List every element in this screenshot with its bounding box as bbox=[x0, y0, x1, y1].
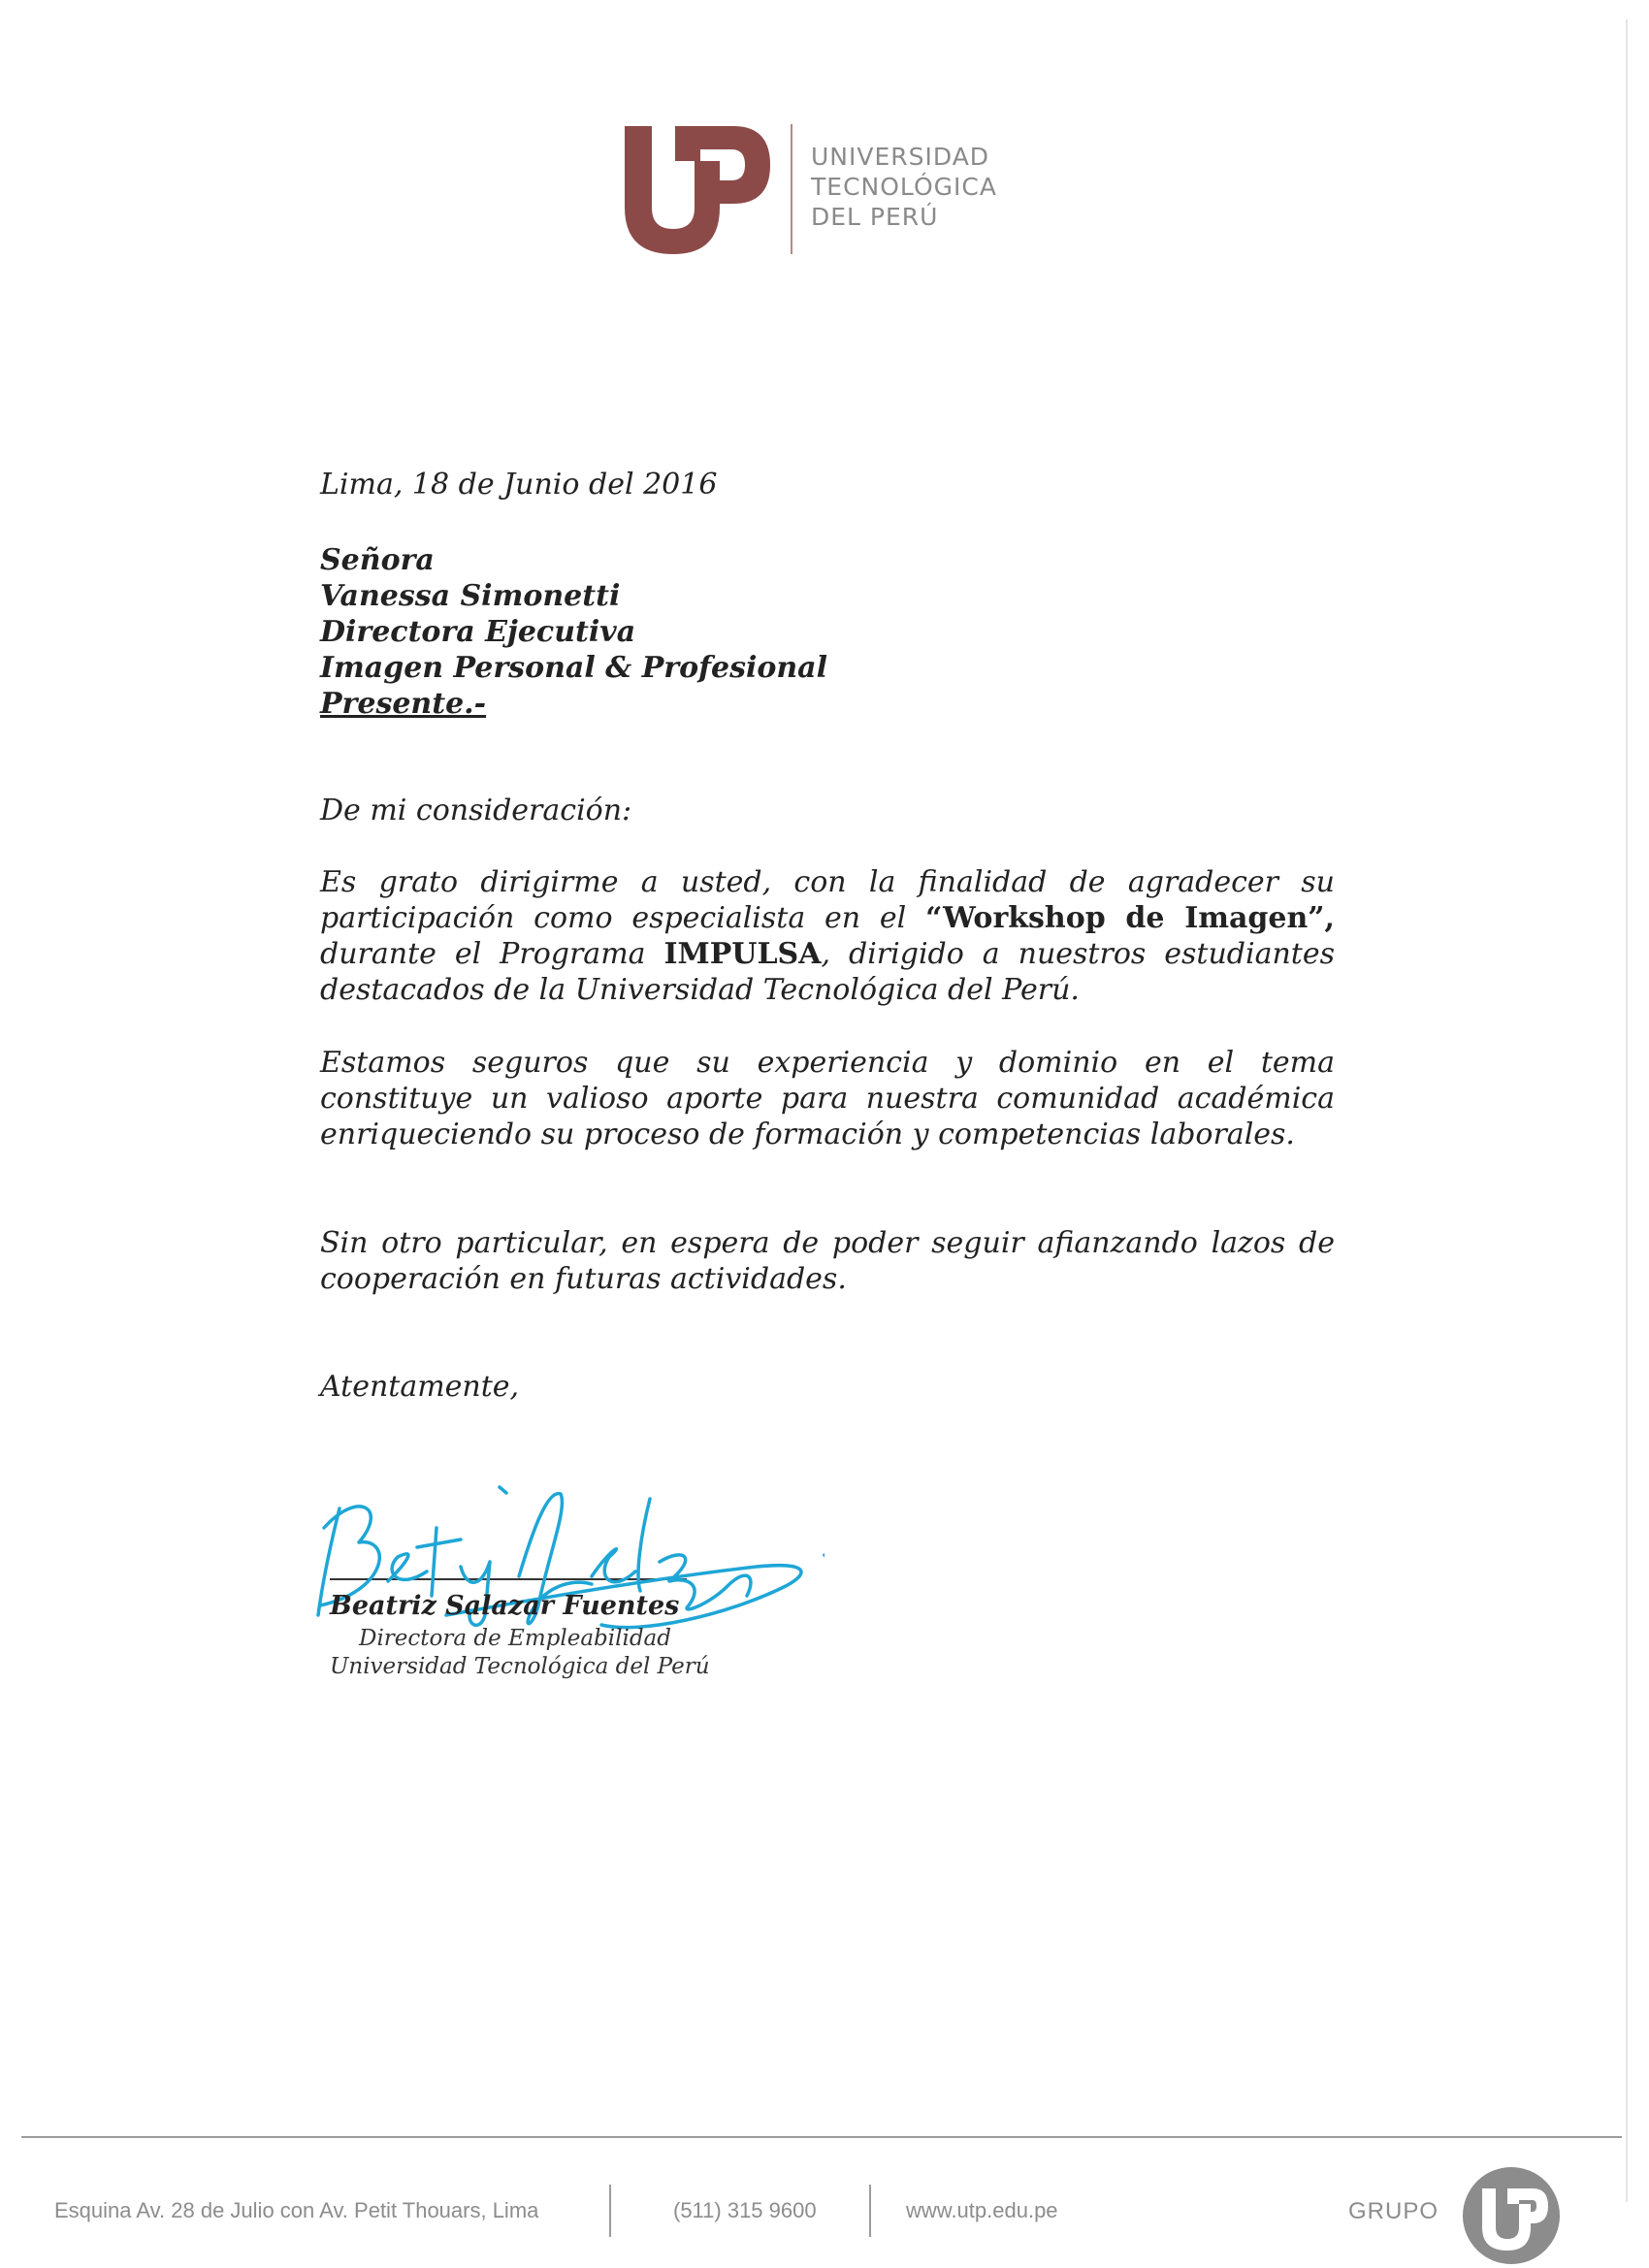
footer-separator bbox=[609, 2185, 611, 2237]
recipient-name: Vanessa Simonetti bbox=[320, 579, 621, 613]
paragraph-thanks-part2: durante el Programa bbox=[320, 937, 664, 971]
footer-separator bbox=[869, 2185, 871, 2237]
paragraph-thanks-part3: , dirigido a nuestros estudiantes destacados de la Universidad Tecnológica del Perú. bbox=[320, 937, 1335, 1007]
paragraph-closing: Sin otro particular, en espera de poder seguir afianzando lazos de cooperación en futuras actividades. bbox=[320, 1226, 1335, 1296]
program-name: IMPULSA bbox=[663, 937, 822, 971]
university-name-line: TECNOLÓGICA bbox=[811, 173, 997, 201]
footer-rule bbox=[21, 2136, 1622, 2138]
footer-phone: (511) 315 9600 bbox=[673, 2198, 817, 2222]
recipient-organization: Imagen Personal & Profesional bbox=[320, 651, 828, 685]
utp-logo-icon bbox=[619, 118, 774, 254]
recipient-position: Directora Ejecutiva bbox=[320, 615, 636, 649]
footer-website: www.utp.edu.pe bbox=[906, 2198, 1058, 2222]
salutation: De mi consideración: bbox=[320, 794, 632, 827]
university-name-line: UNIVERSIDAD bbox=[811, 143, 990, 171]
letter-date: Lima, 18 de Junio del 2016 bbox=[320, 468, 718, 502]
group-label: GRUPO bbox=[1348, 2198, 1439, 2224]
signer-organization: Universidad Tecnológica del Perú bbox=[330, 1654, 710, 1679]
signer-name: Beatriz Salazar Fuentes bbox=[330, 1591, 680, 1621]
recipient-presente: Presente.- bbox=[320, 687, 487, 721]
signer-title: Directora de Empleabilidad bbox=[359, 1626, 671, 1651]
logo-divider bbox=[791, 124, 792, 254]
footer-address: Esquina Av. 28 de Julio con Av. Petit Thouars, Lima bbox=[54, 2198, 539, 2222]
university-name-line: DEL PERÚ bbox=[811, 203, 939, 231]
paragraph-thanks bbox=[320, 864, 1335, 1008]
page-edge bbox=[1626, 19, 1628, 2202]
recipient-title: Señora bbox=[320, 543, 435, 577]
closing-phrase: Atentamente, bbox=[320, 1370, 520, 1404]
workshop-name: “Workshop de Imagen”, bbox=[925, 901, 1335, 935]
utp-group-logo-icon bbox=[1461, 2165, 1562, 2266]
university-name bbox=[811, 142, 997, 232]
paragraph-thanks-part1: Es grato dirigirme a usted, con la finalidad de agradecer su participación como especialista en el bbox=[320, 865, 1335, 935]
paragraph-contribution: Estamos seguros que su experiencia y dominio en el tema constituye un valioso aporte para nuestra comunidad académica enriqueciendo su proceso de formación y competencias laborales. bbox=[320, 1046, 1335, 1151]
recipient-block bbox=[320, 542, 1335, 722]
